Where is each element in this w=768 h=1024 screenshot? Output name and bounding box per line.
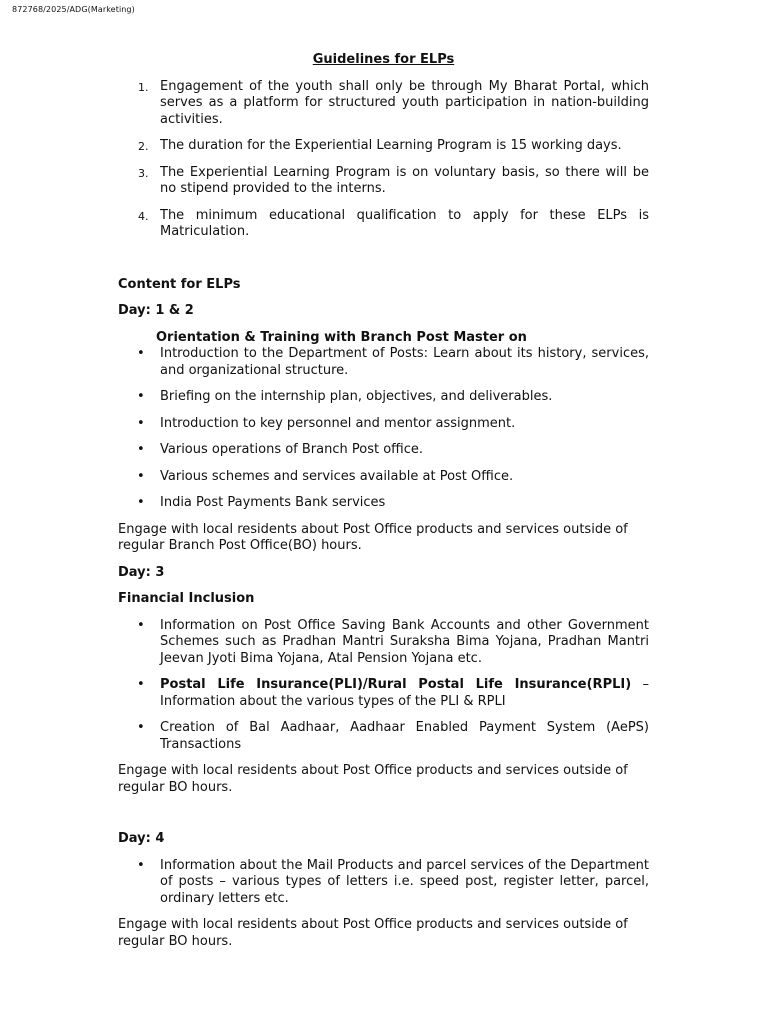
guideline-text: Engagement of the youth shall only be through My Bharat Portal, which serves as a platform for structured youth participation in nation-building activities.: [160, 78, 649, 127]
list-number: 4.: [138, 209, 149, 223]
day-3-heading: Day: 3: [118, 564, 165, 580]
day-1-2-bullets: [118, 346, 649, 512]
list-number: 3.: [138, 166, 149, 180]
guideline-text: The duration for the Experiential Learning Program is 15 working days.: [160, 138, 622, 153]
list-number: 2.: [138, 140, 149, 153]
bullet-icon: •: [137, 677, 145, 692]
guidelines-list: [118, 79, 649, 241]
bullet-icon: •: [137, 617, 145, 633]
list-item: • Various schemes and services available at Post Office.: [137, 468, 514, 484]
list-item: • Information on Post Office Saving Bank Accounts and other Government Schemes such as Pradhan Mantri Suraksha Bima Yojana, Pradhan Mantri Jeevan Jyoti Bima Yojana, Atal Pension Yojana etc.: [137, 617, 649, 666]
guideline-item: [118, 165, 649, 198]
bullet-icon: •: [137, 346, 145, 361]
list-item: • Information about the Mail Products and parcel services of the Department of posts – various types of letters i.e. speed post, register letter, parcel, ordinary letters etc.: [137, 857, 649, 906]
list-item: • Introduction to the Department of Posts: Learn about its history, services, and organizational structure.: [137, 346, 649, 378]
list-item: • Introduction to key personnel and mentor assignment.: [137, 415, 516, 431]
day-1-2-subheading: Orientation & Training with Branch Post Master on: [156, 329, 527, 345]
guideline-text: The minimum educational qualification to apply for these ELPs is Matriculation.: [160, 207, 649, 239]
document-body: [118, 52, 649, 960]
day-1-2-heading: Day: 1 & 2: [118, 303, 194, 318]
bullet-icon: •: [137, 389, 145, 404]
list-item: • India Post Payments Bank services: [137, 495, 386, 510]
bullet-icon: •: [137, 857, 145, 873]
bullet-icon: •: [137, 495, 145, 510]
day-4-engage-text: Engage with local residents about Post Office products and services outside of regular BO hours.: [118, 917, 628, 949]
bullet-icon: •: [137, 415, 145, 431]
day-4-heading: Day: 4: [118, 831, 165, 846]
list-item: • Creation of Bal Aadhaar, Aadhaar Enabled Payment System (AePS) Transactions: [137, 720, 649, 752]
guideline-text: The Experiential Learning Program is on voluntary basis, so there will be no stipend provided to the interns.: [160, 164, 649, 196]
day-3-subheading: Financial Inclusion: [118, 591, 255, 606]
guideline-item: [118, 79, 649, 129]
bullet-icon: •: [137, 468, 145, 484]
guideline-item: [118, 138, 649, 155]
bullet-icon: •: [137, 720, 145, 735]
day-1-2-engage-text: Engage with local residents about Post Office products and services outside of regular Branch Post Office(BO) hours.: [118, 521, 628, 553]
document-reference-number: 872768/2025/ADG(Marketing): [12, 5, 135, 14]
list-item: • Postal Life Insurance(PLI)/Rural Postal Life Insurance(RPLI) – Information about the various types of the PLI & RPLI: [137, 677, 649, 709]
page-title: Guidelines for ELPs: [312, 52, 455, 67]
list-item: • Various operations of Branch Post office.: [137, 442, 424, 457]
day-3-bullets: [118, 618, 649, 754]
bullet-icon: •: [137, 442, 145, 457]
day-4-bullets: [118, 858, 649, 908]
day-3-engage-text: Engage with local residents about Post Office products and services outside of regular BO hours.: [118, 763, 628, 795]
list-item: • Briefing on the internship plan, objectives, and deliverables.: [137, 389, 553, 404]
list-number: 1.: [138, 80, 149, 94]
content-heading: Content for ELPs: [118, 276, 241, 292]
guideline-item: [118, 208, 649, 241]
